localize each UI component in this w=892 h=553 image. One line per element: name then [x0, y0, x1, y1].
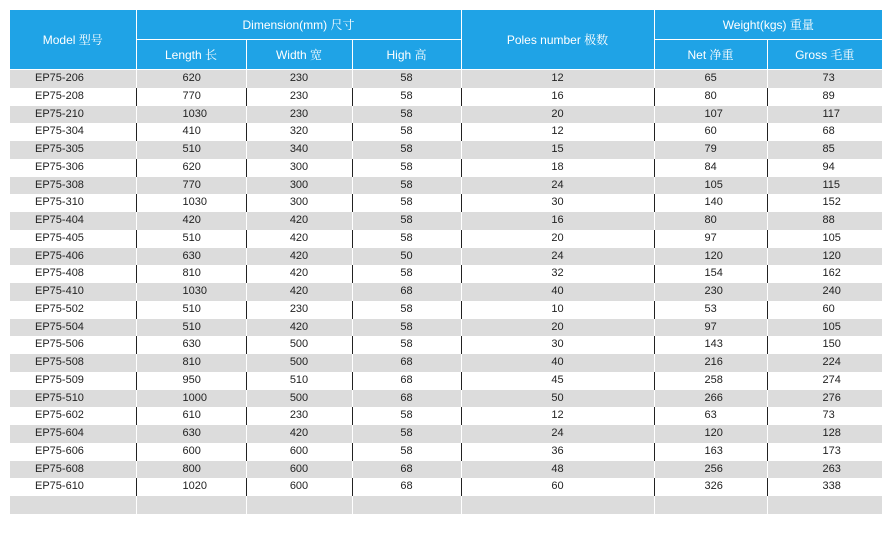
cell-width: 420 [246, 230, 352, 248]
cell-width: 230 [246, 407, 352, 425]
cell-model: EP75-304 [10, 123, 136, 141]
cell-high: 58 [352, 319, 461, 337]
cell-poles [461, 496, 654, 514]
cell-model: EP75-610 [10, 478, 136, 496]
cell-net: 140 [654, 194, 767, 212]
cell-net: 154 [654, 265, 767, 283]
cell-length: 620 [136, 159, 246, 177]
cell-model: EP75-404 [10, 212, 136, 230]
cell-gross: 89 [767, 88, 882, 106]
header-poles: Poles number 极数 [461, 10, 654, 70]
cell-high: 58 [352, 443, 461, 461]
cell-width: 420 [246, 248, 352, 266]
cell-model: EP75-310 [10, 194, 136, 212]
table-row [10, 265, 882, 283]
table-row [10, 70, 882, 88]
table-row [10, 177, 882, 195]
cell-width: 300 [246, 159, 352, 177]
cell-model: EP75-306 [10, 159, 136, 177]
cell-poles: 12 [461, 123, 654, 141]
cell-high: 58 [352, 425, 461, 443]
cell-gross: 274 [767, 372, 882, 390]
cell-width: 340 [246, 141, 352, 159]
cell-gross: 120 [767, 248, 882, 266]
cell-high: 58 [352, 212, 461, 230]
cell-length: 1000 [136, 390, 246, 408]
cell-model: EP75-510 [10, 390, 136, 408]
cell-model: EP75-502 [10, 301, 136, 319]
header-row-sub [10, 40, 882, 70]
table-header [10, 10, 882, 70]
cell-width: 230 [246, 106, 352, 124]
cell-high [352, 496, 461, 514]
cell-gross: 85 [767, 141, 882, 159]
cell-gross: 276 [767, 390, 882, 408]
cell-poles: 30 [461, 194, 654, 212]
table-row [10, 194, 882, 212]
cell-high: 58 [352, 336, 461, 354]
cell-length: 510 [136, 141, 246, 159]
table-row [10, 88, 882, 106]
cell-gross: 240 [767, 283, 882, 301]
cell-length: 1030 [136, 283, 246, 301]
table-row [10, 301, 882, 319]
cell-high: 50 [352, 248, 461, 266]
cell-length: 510 [136, 319, 246, 337]
table-row [10, 123, 882, 141]
cell-high: 58 [352, 265, 461, 283]
table-row [10, 248, 882, 266]
cell-width: 600 [246, 478, 352, 496]
cell-poles: 60 [461, 478, 654, 496]
cell-gross [767, 496, 882, 514]
cell-net: 120 [654, 248, 767, 266]
cell-model: EP75-308 [10, 177, 136, 195]
cell-width: 420 [246, 319, 352, 337]
cell-model: EP75-208 [10, 88, 136, 106]
cell-length: 610 [136, 407, 246, 425]
table-row [10, 425, 882, 443]
cell-poles: 40 [461, 354, 654, 372]
cell-width: 420 [246, 265, 352, 283]
cell-length: 620 [136, 70, 246, 88]
cell-net: 84 [654, 159, 767, 177]
cell-model: EP75-206 [10, 70, 136, 88]
cell-model: EP75-508 [10, 354, 136, 372]
cell-poles: 20 [461, 319, 654, 337]
table-row [10, 354, 882, 372]
cell-width: 510 [246, 372, 352, 390]
cell-poles: 15 [461, 141, 654, 159]
cell-poles: 20 [461, 230, 654, 248]
cell-gross: 88 [767, 212, 882, 230]
cell-model: EP75-608 [10, 461, 136, 479]
cell-poles: 16 [461, 88, 654, 106]
cell-length: 510 [136, 230, 246, 248]
cell-width [246, 496, 352, 514]
spec-table [10, 10, 882, 514]
cell-gross: 162 [767, 265, 882, 283]
header-dimension: Dimension(mm) 尺寸 [136, 10, 461, 40]
cell-poles: 50 [461, 390, 654, 408]
cell-width: 300 [246, 194, 352, 212]
cell-poles: 12 [461, 70, 654, 88]
cell-poles: 10 [461, 301, 654, 319]
cell-poles: 18 [461, 159, 654, 177]
cell-high: 68 [352, 354, 461, 372]
cell-length: 510 [136, 301, 246, 319]
cell-gross: 73 [767, 407, 882, 425]
cell-gross: 117 [767, 106, 882, 124]
cell-net: 230 [654, 283, 767, 301]
header-length: Length 长 [136, 40, 246, 70]
cell-gross: 115 [767, 177, 882, 195]
table-row [10, 212, 882, 230]
cell-high: 58 [352, 88, 461, 106]
cell-poles: 32 [461, 265, 654, 283]
cell-width: 420 [246, 212, 352, 230]
cell-net: 53 [654, 301, 767, 319]
cell-high: 68 [352, 461, 461, 479]
cell-net: 63 [654, 407, 767, 425]
cell-width: 300 [246, 177, 352, 195]
cell-net: 216 [654, 354, 767, 372]
cell-model: EP75-509 [10, 372, 136, 390]
cell-length: 410 [136, 123, 246, 141]
cell-net: 107 [654, 106, 767, 124]
header-high: High 高 [352, 40, 461, 70]
cell-net: 256 [654, 461, 767, 479]
header-model: Model 型号 [10, 10, 136, 70]
cell-high: 68 [352, 283, 461, 301]
cell-width: 500 [246, 390, 352, 408]
cell-net: 80 [654, 88, 767, 106]
cell-model: EP75-405 [10, 230, 136, 248]
cell-length: 810 [136, 354, 246, 372]
cell-length: 1030 [136, 106, 246, 124]
cell-high: 58 [352, 177, 461, 195]
cell-model: EP75-506 [10, 336, 136, 354]
cell-length: 950 [136, 372, 246, 390]
cell-length: 600 [136, 443, 246, 461]
cell-length: 770 [136, 88, 246, 106]
cell-length: 630 [136, 248, 246, 266]
cell-poles: 12 [461, 407, 654, 425]
cell-model [10, 496, 136, 514]
table-row [10, 478, 882, 496]
cell-gross: 128 [767, 425, 882, 443]
header-gross: Gross 毛重 [767, 40, 882, 70]
cell-net: 65 [654, 70, 767, 88]
table-row [10, 372, 882, 390]
cell-poles: 30 [461, 336, 654, 354]
cell-high: 58 [352, 407, 461, 425]
cell-gross: 224 [767, 354, 882, 372]
cell-model: EP75-210 [10, 106, 136, 124]
cell-poles: 24 [461, 248, 654, 266]
cell-width: 420 [246, 425, 352, 443]
cell-width: 320 [246, 123, 352, 141]
cell-model: EP75-305 [10, 141, 136, 159]
table-row [10, 461, 882, 479]
cell-width: 420 [246, 283, 352, 301]
cell-width: 230 [246, 70, 352, 88]
cell-net: 97 [654, 230, 767, 248]
cell-net: 163 [654, 443, 767, 461]
table-row [10, 336, 882, 354]
cell-model: EP75-602 [10, 407, 136, 425]
table-row [10, 407, 882, 425]
cell-model: EP75-410 [10, 283, 136, 301]
cell-high: 68 [352, 390, 461, 408]
table-row [10, 141, 882, 159]
cell-width: 600 [246, 461, 352, 479]
table-row [10, 443, 882, 461]
table-row [10, 319, 882, 337]
cell-net: 266 [654, 390, 767, 408]
cell-poles: 20 [461, 106, 654, 124]
cell-width: 500 [246, 336, 352, 354]
header-row-top [10, 10, 882, 40]
cell-high: 58 [352, 230, 461, 248]
cell-width: 230 [246, 88, 352, 106]
cell-net: 326 [654, 478, 767, 496]
cell-net: 143 [654, 336, 767, 354]
cell-net: 258 [654, 372, 767, 390]
cell-length: 630 [136, 425, 246, 443]
cell-gross: 68 [767, 123, 882, 141]
cell-poles: 16 [461, 212, 654, 230]
cell-high: 58 [352, 123, 461, 141]
cell-model: EP75-406 [10, 248, 136, 266]
cell-net: 80 [654, 212, 767, 230]
cell-gross: 73 [767, 70, 882, 88]
cell-gross: 105 [767, 319, 882, 337]
cell-width: 600 [246, 443, 352, 461]
cell-gross: 338 [767, 478, 882, 496]
table-body [10, 70, 882, 514]
header-width: Width 宽 [246, 40, 352, 70]
cell-poles: 40 [461, 283, 654, 301]
cell-model: EP75-504 [10, 319, 136, 337]
cell-net: 105 [654, 177, 767, 195]
cell-poles: 24 [461, 425, 654, 443]
cell-high: 58 [352, 194, 461, 212]
header-net: Net 净重 [654, 40, 767, 70]
cell-length: 770 [136, 177, 246, 195]
cell-length: 1020 [136, 478, 246, 496]
header-weight: Weight(kgs) 重量 [654, 10, 882, 40]
cell-poles: 48 [461, 461, 654, 479]
table-row [10, 283, 882, 301]
cell-length: 800 [136, 461, 246, 479]
cell-gross: 60 [767, 301, 882, 319]
cell-model: EP75-408 [10, 265, 136, 283]
cell-high: 58 [352, 301, 461, 319]
cell-high: 58 [352, 141, 461, 159]
table-row [10, 496, 882, 514]
cell-width: 230 [246, 301, 352, 319]
cell-net [654, 496, 767, 514]
cell-length: 630 [136, 336, 246, 354]
cell-model: EP75-604 [10, 425, 136, 443]
cell-length [136, 496, 246, 514]
cell-gross: 152 [767, 194, 882, 212]
cell-length: 810 [136, 265, 246, 283]
cell-net: 79 [654, 141, 767, 159]
cell-gross: 105 [767, 230, 882, 248]
cell-high: 68 [352, 372, 461, 390]
cell-length: 1030 [136, 194, 246, 212]
cell-gross: 173 [767, 443, 882, 461]
cell-model: EP75-606 [10, 443, 136, 461]
cell-high: 58 [352, 106, 461, 124]
cell-net: 120 [654, 425, 767, 443]
cell-net: 60 [654, 123, 767, 141]
table-row [10, 159, 882, 177]
cell-high: 58 [352, 159, 461, 177]
cell-gross: 94 [767, 159, 882, 177]
table-row [10, 230, 882, 248]
cell-gross: 150 [767, 336, 882, 354]
cell-high: 68 [352, 478, 461, 496]
table-row [10, 390, 882, 408]
cell-net: 97 [654, 319, 767, 337]
cell-length: 420 [136, 212, 246, 230]
cell-gross: 263 [767, 461, 882, 479]
cell-poles: 45 [461, 372, 654, 390]
cell-poles: 24 [461, 177, 654, 195]
table-row [10, 106, 882, 124]
cell-width: 500 [246, 354, 352, 372]
cell-high: 58 [352, 70, 461, 88]
cell-poles: 36 [461, 443, 654, 461]
